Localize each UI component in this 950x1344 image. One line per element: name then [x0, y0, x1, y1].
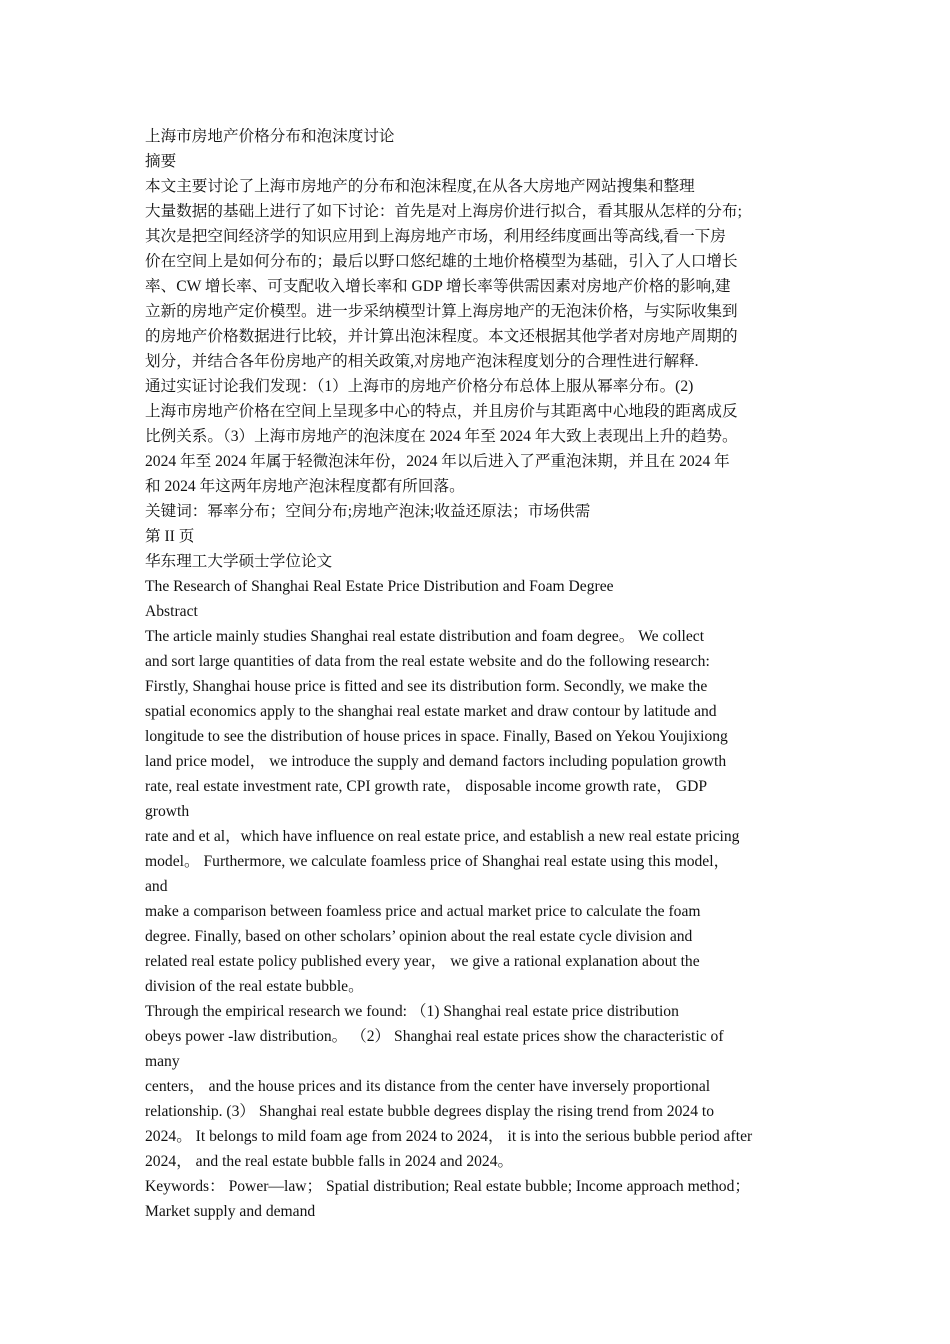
abstract-en-line: spatial economics apply to the shanghai real estate market and draw contour by latitude and	[145, 703, 717, 720]
thesis-title-zh: 上海市房地产价格分布和泡沫度讨论	[145, 128, 395, 145]
findings-en-line: 2024， and the real estate bubble falls in 2024 and 2024。	[145, 1153, 514, 1170]
abstract-en-line: land price model， we introduce the supply and demand factors including population growth	[145, 753, 727, 770]
page-number: 第 II 页	[145, 528, 195, 545]
abstract-en-line: The article mainly studies Shanghai real estate distribution and foam degree。 We collect	[145, 628, 705, 645]
abstract-zh-line: 大量数据的基础上进行了如下讨论：首先是对上海房价进行拟合，看其服从怎样的分布;	[145, 203, 742, 220]
findings-en-line: relationship. (3） Shanghai real estate bubble degrees display the rising trend from 2024 to	[145, 1103, 715, 1120]
abstract-en-line: model。 Furthermore, we calculate foamless price of Shanghai real estate using this model，	[145, 853, 730, 870]
findings-en-line: obeys power -law distribution。 （2） Shanghai real estate prices show the characteristic of	[145, 1028, 724, 1045]
thesis-title-en: The Research of Shanghai Real Estate Price Distribution and Foam Degree	[145, 578, 614, 595]
abstract-en-line: make a comparison between foamless price and actual market price to calculate the foam	[145, 903, 701, 920]
university-header: 华东理工大学硕士学位论文	[145, 553, 333, 570]
findings-en-line: Through the empirical research we found: （1) Shanghai real estate price distribution	[145, 1003, 679, 1020]
findings-zh-line: 和 2024 年这两年房地产泡沫程度都有所回落。	[145, 478, 465, 495]
abstract-en-line: related real estate policy published every year， we give a rational explanation about the	[145, 953, 700, 970]
keywords-en: Market supply and demand	[145, 1203, 316, 1220]
abstract-zh-line: 的房地产价格数据进行比较，并计算出泡沫程度。本文还根据其他学者对房地产周期的	[145, 328, 738, 345]
abstract-zh-line: 率、CW 增长率、可支配收入增长率和 GDP 增长率等供需因素对房地产价格的影响,建	[145, 278, 731, 295]
abstract-en-line: rate, real estate investment rate, CPI growth rate， disposable income growth rate， GDP	[145, 778, 708, 795]
findings-zh-line: 通过实证讨论我们发现：（1）上海市的房地产价格分布总体上服从幂率分布。(2)	[145, 378, 694, 395]
keywords-zh: 关键词：幂率分布；空间分布;房地产泡沫;收益还原法；市场供需	[145, 503, 591, 520]
abstract-zh-line: 本文主要讨论了上海市房地产的分布和泡沫程度,在从各大房地产网站搜集和整理	[145, 178, 695, 195]
findings-en-line: 2024。 It belongs to mild foam age from 2024 to 2024， it is into the serious bubble period after	[145, 1128, 753, 1145]
abstract-en-line: growth	[145, 803, 190, 820]
abstract-en-line: degree. Finally, based on other scholars’ opinion about the real estate cycle division and	[145, 928, 693, 945]
abstract-zh-line: 划分，并结合各年份房地产的相关政策,对房地产泡沫程度划分的合理性进行解释.	[145, 353, 699, 370]
abstract-en-line: longitude to see the distribution of house prices in space. Finally, Based on Yekou Youjixiong	[145, 728, 728, 745]
abstract-en-line: division of the real estate bubble。	[145, 978, 364, 995]
findings-en-line: centers， and the house prices and its distance from the center have inversely proportional	[145, 1078, 711, 1095]
abstract-heading-en: Abstract	[145, 603, 198, 620]
abstract-en-line: and sort large quantities of data from the real estate website and do the following research:	[145, 653, 710, 670]
findings-zh-line: 上海市房地产价格在空间上呈现多中心的特点，并且房价与其距离中心地段的距离成反	[145, 403, 738, 420]
findings-zh-line: 比例关系。（3）上海市房地产的泡沫度在 2024 年至 2024 年大致上表现出上升的趋势。	[145, 428, 738, 445]
keywords-en: Keywords： Power—law； Spatial distribution; Real estate bubble; Income approach method；	[145, 1178, 750, 1195]
abstract-en-line: Firstly, Shanghai house price is fitted and see its distribution form. Secondly, we make the	[145, 678, 708, 695]
abstract-zh-line: 立新的房地产定价模型。进一步采纳模型计算上海房地产的无泡沫价格，与实际收集到	[145, 303, 738, 320]
findings-zh-line: 2024 年至 2024 年属于轻微泡沫年份，2024 年以后进入了严重泡沫期，并且在 2024 年	[145, 453, 730, 470]
findings-en-line: many	[145, 1053, 180, 1070]
abstract-heading-zh: 摘要	[145, 153, 177, 170]
abstract-en-line: rate and et al，which have influence on real estate price, and establish a new real estate pricing	[145, 828, 740, 845]
abstract-zh-line: 其次是把空间经济学的知识应用到上海房地产市场，利用经纬度画出等高线,看一下房	[145, 228, 726, 245]
document-body	[145, 124, 810, 1224]
abstract-zh-line: 价在空间上是如何分布的；最后以野口悠纪雄的土地价格模型为基础，引入了人口增长	[145, 253, 738, 270]
abstract-en-line: and	[145, 878, 168, 895]
